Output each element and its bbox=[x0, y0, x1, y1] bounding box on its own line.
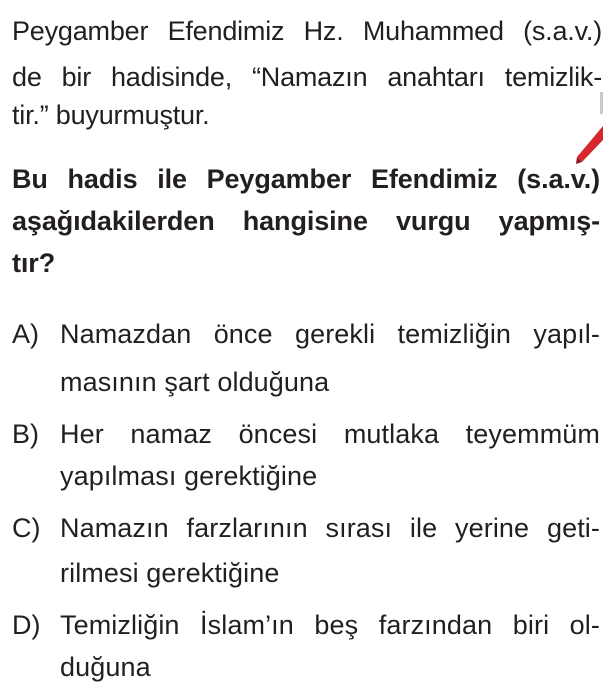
option-letter: C) bbox=[12, 513, 41, 543]
option-text-line: yapılması gerektiğine bbox=[60, 461, 318, 491]
option-text-line: rilmesi gerektiğine bbox=[60, 558, 280, 588]
question-line: aşağıdakilerden hangisine vurgu yapmış- bbox=[12, 206, 600, 236]
option-text-line: duğuna bbox=[60, 652, 151, 682]
pencil-icon bbox=[576, 92, 604, 172]
option-letter: D) bbox=[12, 610, 41, 640]
question-line: tır? bbox=[12, 248, 56, 278]
option-letter: B) bbox=[12, 419, 39, 449]
option-text-line: Namazdan önce gerekli temizliğin yapıl- bbox=[60, 319, 600, 349]
stem-line: tir.” buyurmuştur. bbox=[12, 100, 210, 130]
option-letter: A) bbox=[12, 319, 39, 349]
question-line: Bu hadis ile Peygamber Efendimiz (s.a.v.) bbox=[12, 164, 600, 194]
stem-line: de bir hadisinde, “Namazın anahtarı temizlik- bbox=[12, 62, 602, 92]
option-text-line: Her namaz öncesi mutlaka teyemmüm bbox=[60, 419, 600, 449]
stem-line: Peygamber Efendimiz Hz. Muhammed (s.a.v.) bbox=[12, 16, 602, 46]
option-text-line: masının şart olduğuna bbox=[60, 367, 330, 397]
option-text-line: Namazın farzlarının sırası ile yerine geti- bbox=[60, 513, 600, 543]
option-text-line: Temizliğin İslam’ın beş farzından biri ol- bbox=[60, 610, 600, 640]
